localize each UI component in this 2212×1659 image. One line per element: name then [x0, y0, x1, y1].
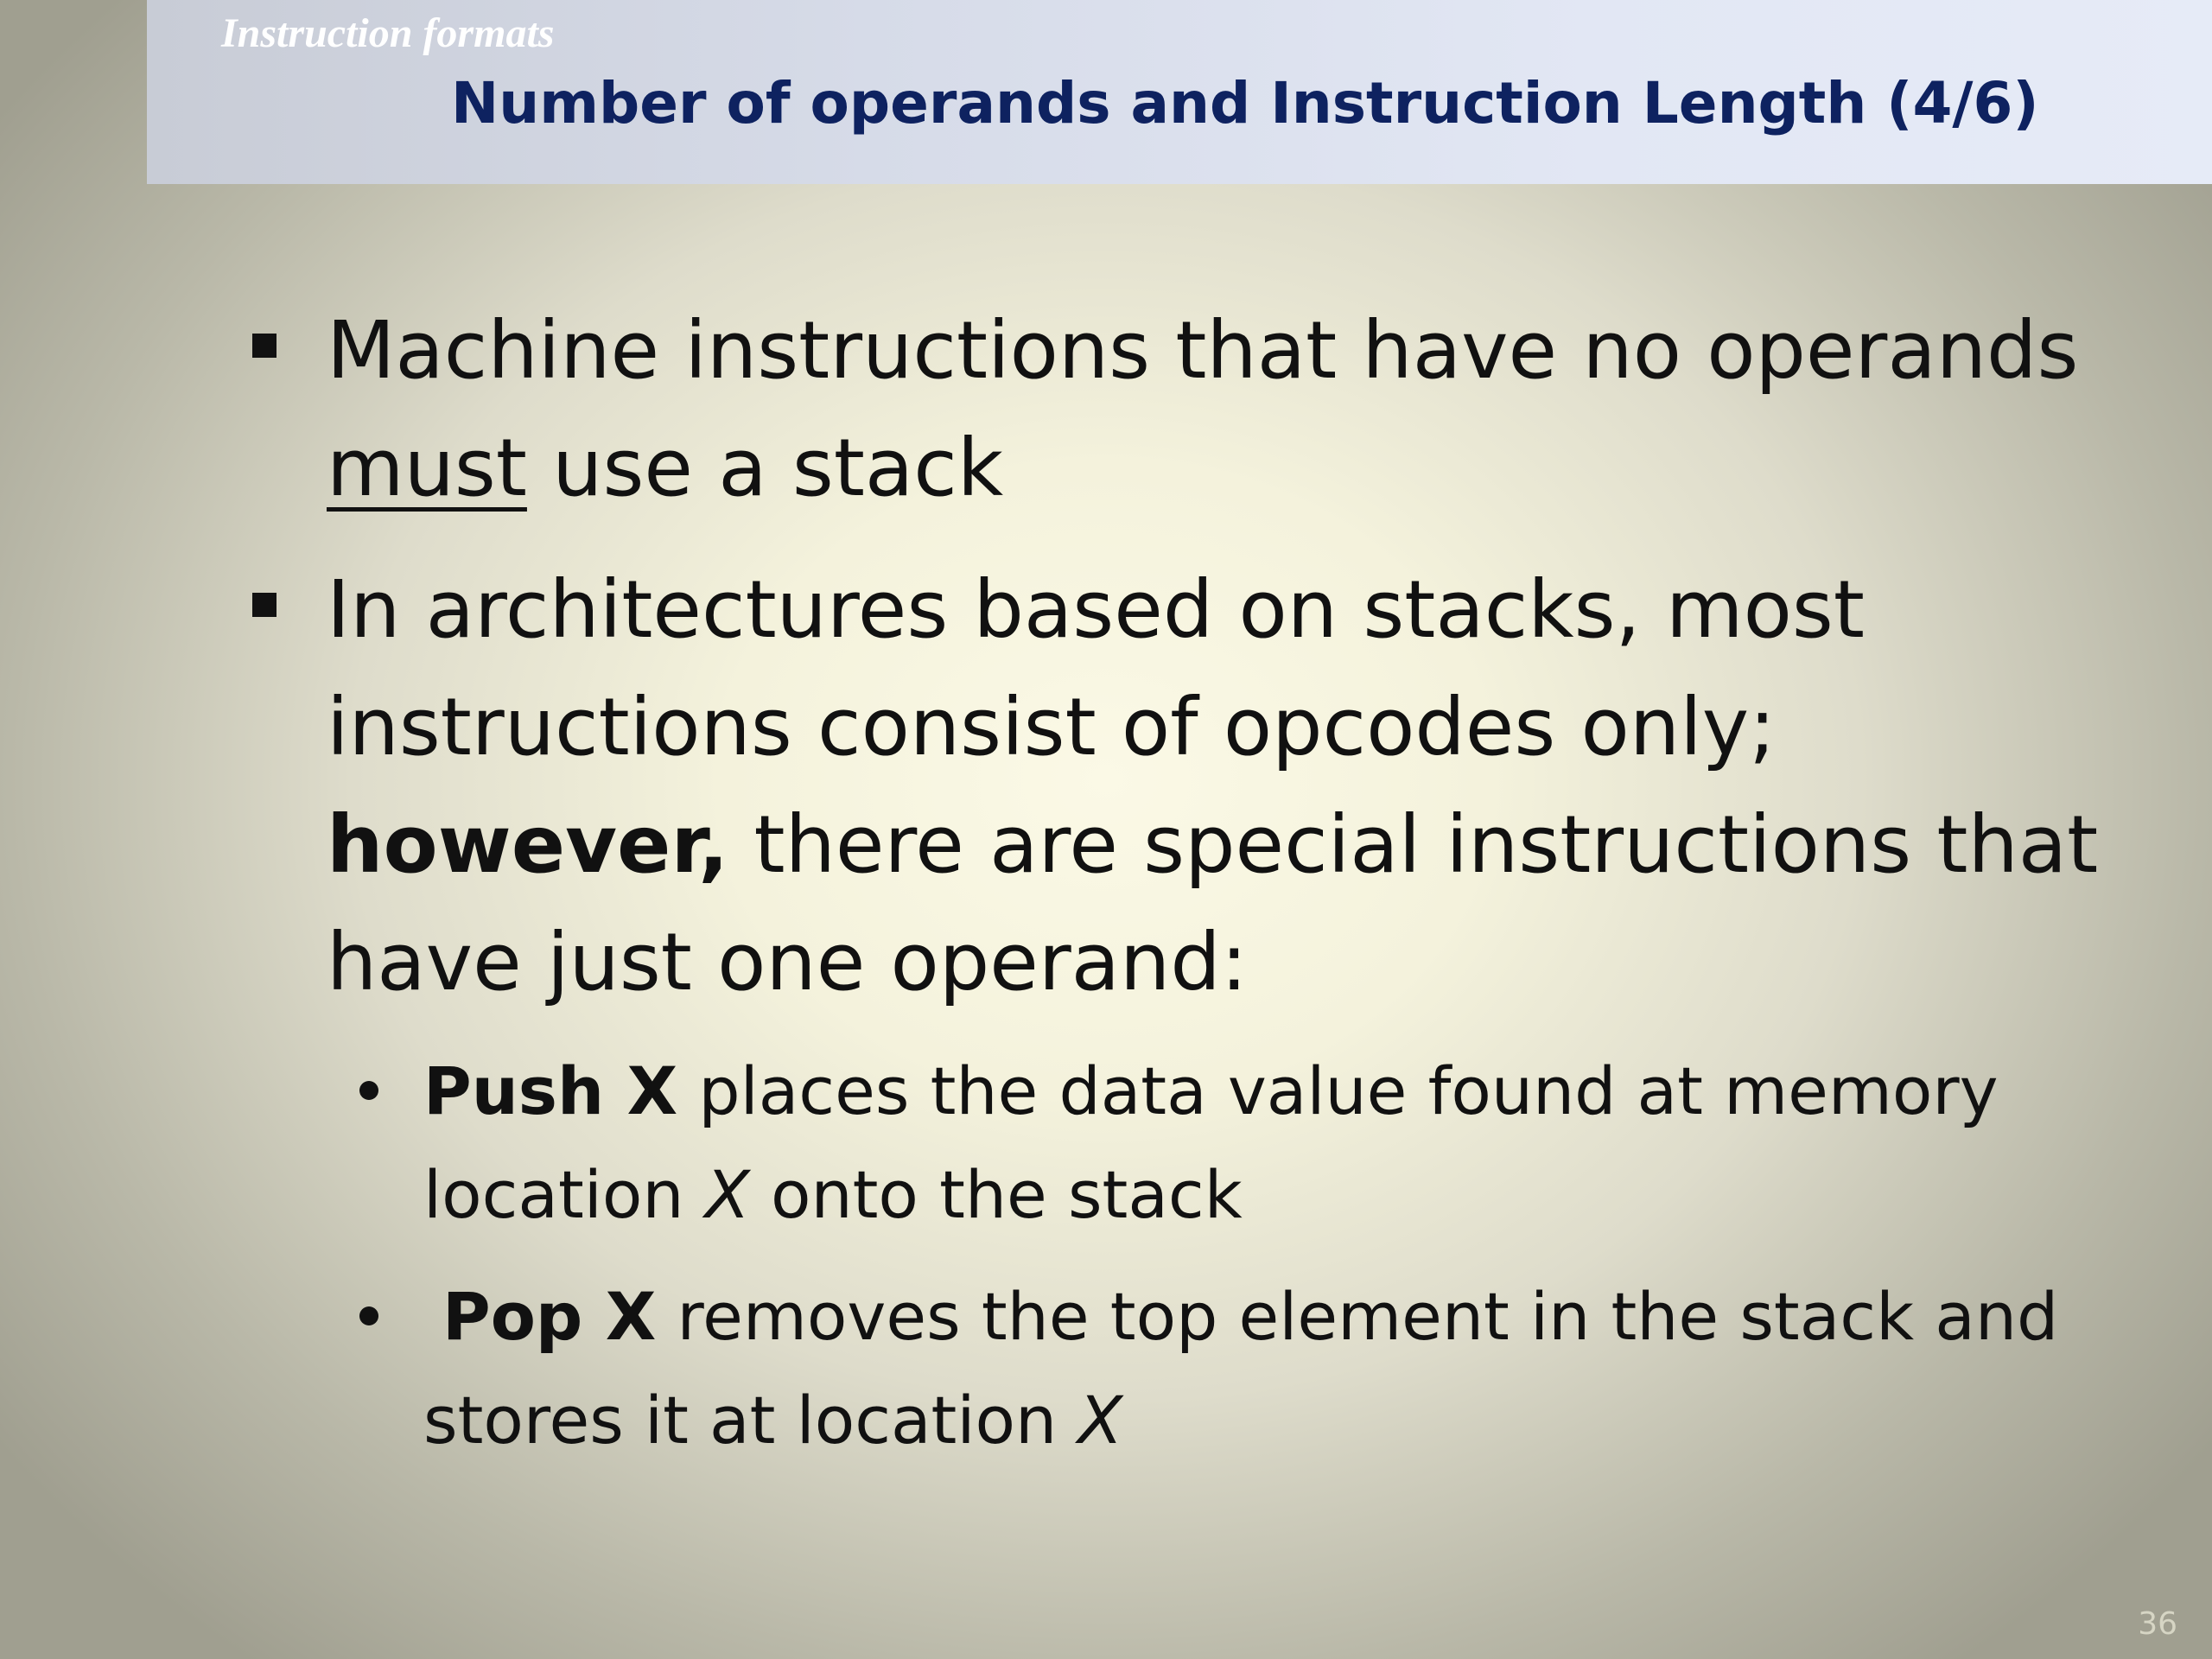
bullet-1-line-2: must use a stack — [327, 422, 1004, 514]
slide-title: Number of operands and Instruction Length (4/6) — [451, 70, 2039, 137]
section-label: Instruction formats — [221, 10, 555, 56]
sub-bullet-2-line-2: stores it at location X — [423, 1382, 1123, 1459]
bullet-marker — [252, 334, 276, 358]
bullet-2-line-4: have just one operand: — [327, 916, 1248, 1008]
page-number: 36 — [2138, 1606, 2177, 1642]
sub-bullet-1-line-2: location X onto the stack — [423, 1156, 1243, 1233]
bullet-2-line-1: In architectures based on stacks, most — [327, 563, 1865, 656]
bullet-2-line-3: however, there are special instructions that — [327, 798, 2099, 891]
bullet-1-line-1: Machine instructions that have no operands — [327, 304, 2079, 397]
sub-bullet-marker — [359, 1081, 378, 1100]
sub-bullet-1-line-1: Push X places the data value found at memory — [423, 1052, 1999, 1129]
emphasis-however: however, — [327, 798, 729, 891]
bullet-marker — [252, 593, 276, 617]
instruction-push: Push X — [423, 1052, 678, 1129]
sub-bullet-marker — [359, 1306, 378, 1325]
instruction-pop: Pop X — [442, 1278, 657, 1355]
bullet-2-line-2: instructions consist of opcodes only; — [327, 681, 1777, 773]
emphasis-must: must — [327, 422, 527, 514]
sub-bullet-2-line-1: Pop X removes the top element in the stack and — [442, 1278, 2059, 1355]
